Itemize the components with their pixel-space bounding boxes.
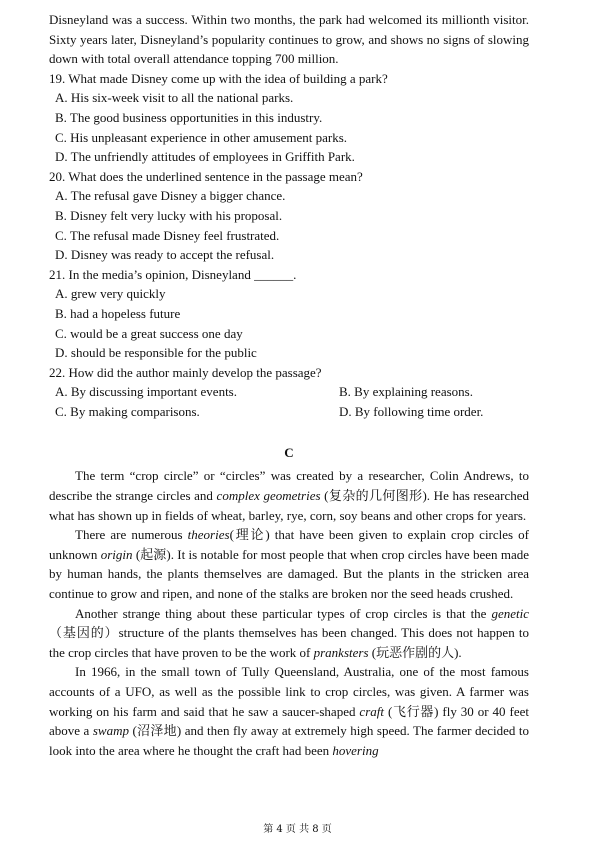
emphasis-term: complex geometries	[216, 488, 321, 504]
question-20	[49, 167, 529, 265]
question-stem: 19. What made Disney come up with the idea of building a park?	[49, 70, 388, 86]
option-c: C. would be a great success one day	[55, 325, 243, 341]
option-c: C. By making comparisons.	[55, 403, 200, 419]
emphasis-term: craft	[359, 703, 384, 719]
question-21	[49, 265, 529, 363]
question-stem: 21. In the media’s opinion, Disneyland ______.	[49, 266, 297, 282]
emphasis-term: origin	[100, 546, 133, 562]
question-stem: 22. How did the author mainly develop the passage?	[49, 364, 322, 380]
emphasis-term: hovering	[332, 742, 379, 758]
option-d: D. The unfriendly attitudes of employees in Griffith Park.	[55, 149, 355, 165]
option-a: A. By discussing important events.	[55, 384, 237, 400]
option-a: A. The refusal gave Disney a bigger chance.	[55, 188, 286, 204]
option-a: A. His six-week visit to all the national parks.	[55, 90, 294, 106]
option-d: D. Disney was ready to accept the refusal.	[55, 247, 275, 263]
options-row-2	[49, 402, 529, 422]
emphasis-term: swamp	[92, 723, 129, 739]
option-c: C. The refusal made Disney feel frustrated.	[55, 227, 280, 243]
question-22	[49, 363, 529, 422]
option-a: A. grew very quickly	[55, 286, 166, 302]
document-page	[49, 10, 529, 760]
question-19	[49, 69, 529, 167]
options-row-1	[49, 382, 529, 402]
page-number-footer: 第 4 页 共 8 页	[263, 824, 332, 835]
option-d: D. By following time order.	[339, 403, 484, 419]
passage-paragraph-3: Another strange thing about these particular types of crop circles is that the genetic（基因的）structure of the plants themselves has been changed. This does not happen to the crop circles that have proven to be the work of pranksters (玩恶作剧的人).	[49, 605, 529, 660]
option-b: B. The good business opportunities in this industry.	[55, 109, 323, 125]
emphasis-term: pranksters	[313, 644, 369, 660]
option-d: D. should be responsible for the public	[55, 345, 257, 361]
question-stem: 20. What does the underlined sentence in the passage mean?	[49, 168, 363, 184]
section-title: C	[284, 445, 294, 461]
emphasis-term: genetic	[491, 605, 529, 621]
option-c: C. His unpleasant experience in other amusement parks.	[55, 129, 348, 145]
passage-paragraph-2: There are numerous theories(理论) that have been given to explain crop circles of unknown origin (起源). It is notable for most people that when crop circles have been made by human hands, the plants themselves are damaged. But the plants in the stricken area continue to grow and ripen, and none of the stalks are broken nor the seed heads crushed.	[49, 527, 530, 602]
option-b: B. Disney felt very lucky with his proposal.	[55, 207, 283, 223]
emphasis-term: theories	[187, 527, 230, 543]
top-paragraph: Disneyland was a success. Within two months, the park had welcomed its millionth visitor. Sixty years later, Disneyland’s popularity continues to grow, and shows no signs of slowing down with total overall attendance topping 700 million.	[49, 12, 529, 67]
option-b: B. By explaining reasons.	[339, 384, 473, 400]
option-b: B. had a hopeless future	[55, 305, 181, 321]
passage-paragraph-4: In 1966, in the small town of Tully Queensland, Australia, one of the most famous accounts of a UFO, as well as the possible link to crop circles, was given. A farmer was working on his farm and said that he saw a saucer-shaped craft (飞行器) fly 30 or 40 feet above a swamp (沼泽地) and then fly away at extremely high speed. The farmer decided to look into the area where he thought the craft had been hovering	[49, 664, 529, 758]
passage-paragraph-1: The term “crop circle” or “circles” was created by a researcher, Colin Andrews, to describe the strange circles and complex geometries (复杂的几何图形). He has researched what has shown up in fields of wheat, barley, rye, corn, soy beans and other crops for years.	[49, 468, 529, 523]
